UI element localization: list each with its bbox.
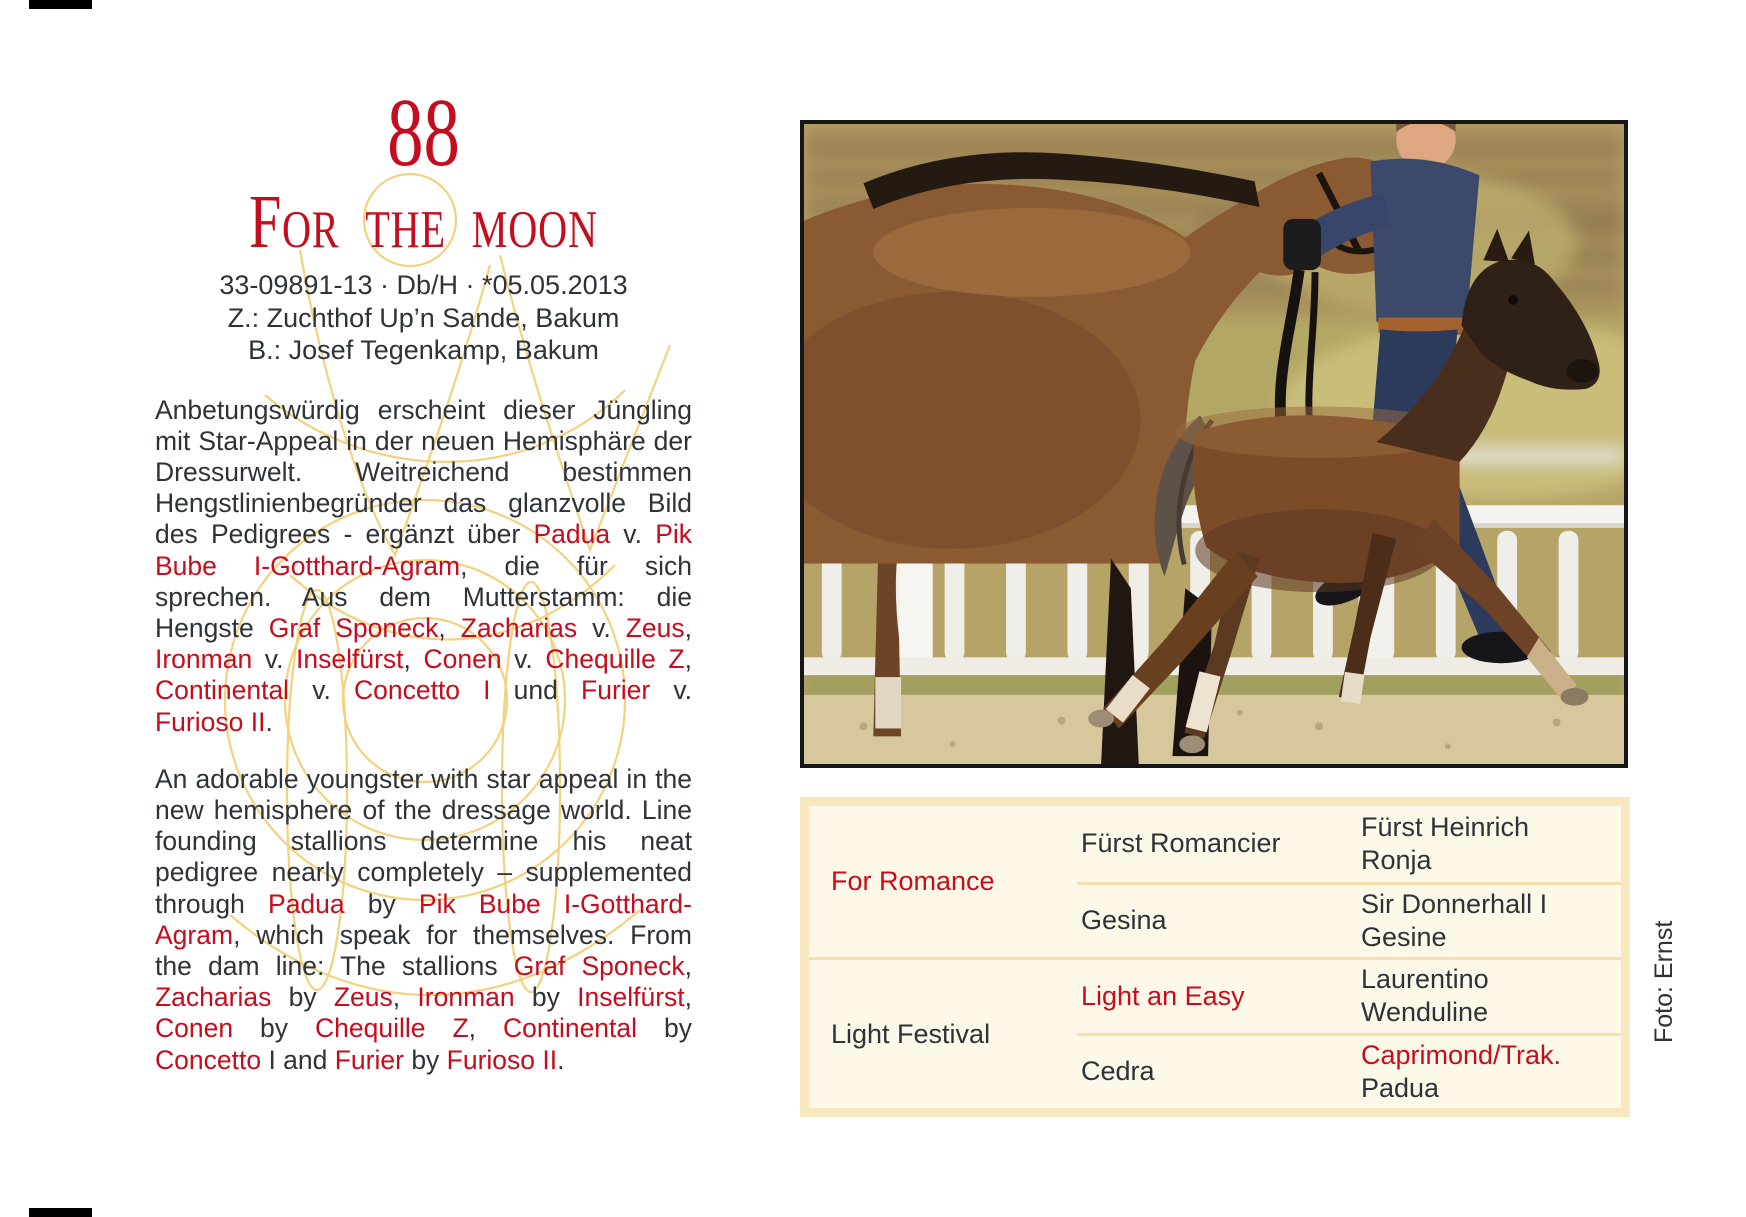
pedigree-dam-dam-parents: Caprimond/Trak. Padua [1357,1033,1621,1109]
pedigree-sire-dam-parents: Sir Donnerhall I Gesine [1357,882,1621,958]
paragraph-german: Anbetungswürdig erscheint dieser Jüngling mit Star-Appeal in der neuen Hemisphäre der Dressurwelt. Weitreichend bestimmen Hengstlinienbegründer das glanzvolle Bild des Pedigrees - ergänzt über Padua v. Pik Bube I-Gotthard-Agram, die für sich sprechen. Aus dem Mutterstamm: die Hengste Graf Sponeck, Zacharias v. Zeus, Ironman v. Inselfürst, Conen v. Chequille Z, Continental v. Concetto I und Furier v. Furioso II. [155,394,693,737]
pedigree-dam: Light Festival [809,957,1077,1108]
info-line-breeder: Z.: Zuchthof Up’n Sande, Bakum [227,302,620,333]
info-line-id: 33-09891-13 · Db/H · *05.05.2013 [219,270,628,300]
photo-credit: Foto: Ernst [1650,920,1678,1043]
page-title: For the moon [249,180,598,264]
text-column [155,79,693,1076]
pedigree-table [800,797,1630,1117]
catalog-number: 88 [387,79,460,186]
pedigree-sire: For Romance [831,866,995,896]
foal-info-block [155,269,692,367]
foal-photo [800,120,1628,768]
pedigree-dam-sire-parents: Laurentino Wenduline [1357,957,1621,1033]
pedigree-dam-sire: Light an Easy [1077,957,1357,1033]
crop-mark-top [29,0,92,9]
pedigree-sire-dam: Gesina [1077,882,1357,958]
pedigree-dam-dam: Cedra [1077,1033,1357,1109]
pedigree-sire-sire: Fürst Romancier [1081,828,1281,859]
foal-photo-illustration [804,124,1624,764]
info-line-owner: B.: Josef Tegenkamp, Bakum [248,335,599,365]
paragraph-english: An adorable youngster with star appeal in the new hemisphere of the dressage world. Line founding stallions determine his neat pedigree nearly completely – supplemented through Padua by Pik Bube I-Gotthard-Agram, which speak for themselves. From the dam line: The stallions Graf Sponeck, Zacharias by Zeus, Ironman by Inselfürst, Conen by Chequille Z, Continental by Concetto I and Furier by Furioso II. [155,763,693,1075]
crop-mark-bottom [29,1208,92,1217]
pedigree-sire-sire-parents: Fürst Heinrich Ronja [1361,811,1530,875]
